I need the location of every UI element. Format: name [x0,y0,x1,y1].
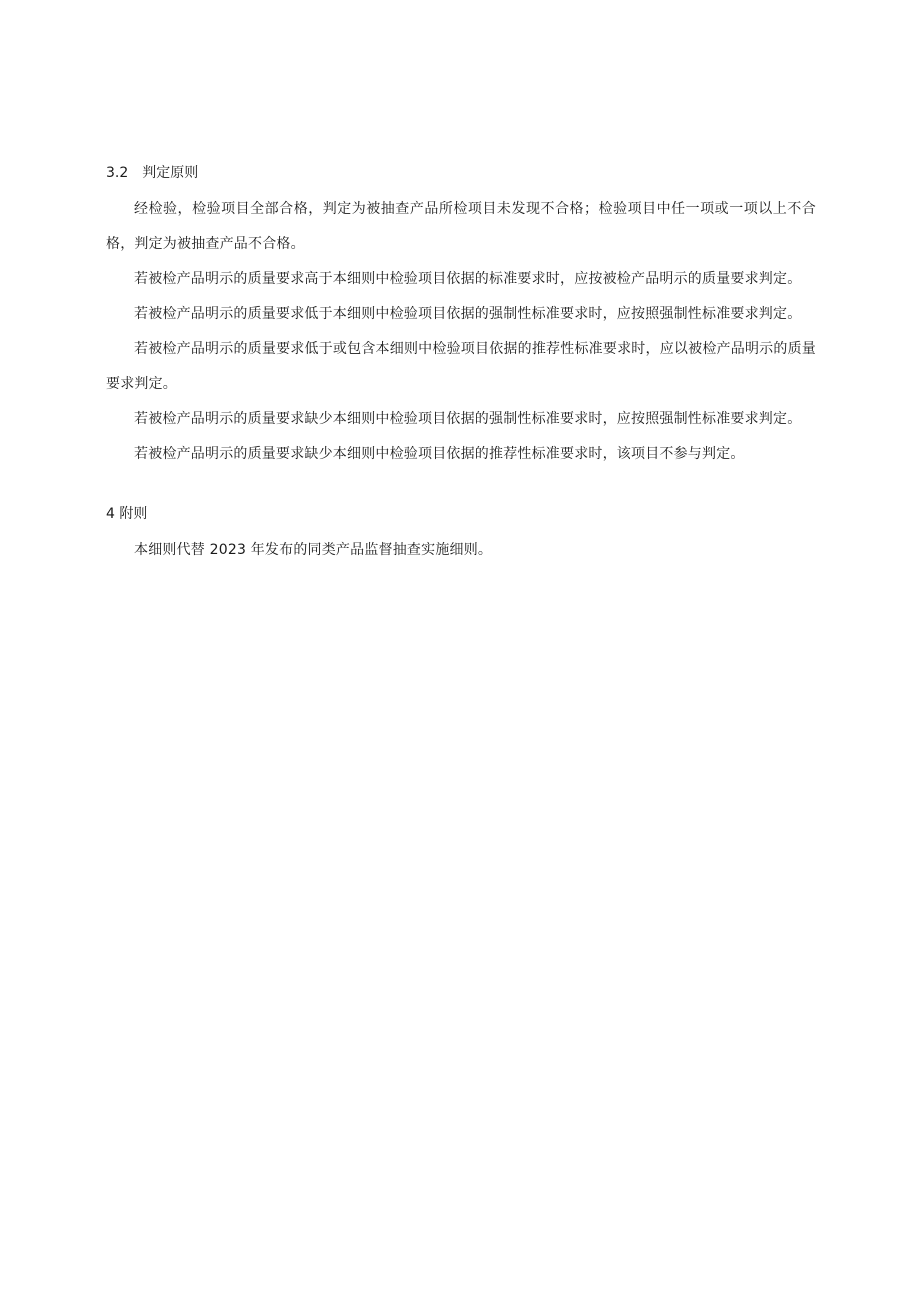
section-3-2-heading [106,160,816,186]
section-4-heading: 4 附则 [106,506,148,522]
paragraph-judgement-6: 若被检产品明示的质量要求缺少本细则中检验项目依据的推荐性标准要求时，该项目不参与判定。 [134,446,745,462]
section-spacer [106,472,816,501]
paragraph-judgement-4: 若被检产品明示的质量要求低于或包含本细则中检验项目依据的推荐性标准要求时，应以被检产品明示的质量要求判定。 [106,341,816,392]
paragraph-judgement-1: 经检验，检验项目全部合格，判定为被抽查产品所检项目未发现不合格；检验项目中任一项或一项以上不合格，判定为被抽查产品不合格。 [106,201,816,252]
paragraph-appendix: 本细则代替 2023 年发布的同类产品监督抽查实施细则。 [134,542,493,558]
paragraph-judgement-3: 若被检产品明示的质量要求低于本细则中检验项目依据的强制性标准要求时，应按照强制性标准要求判定。 [134,306,802,322]
paragraph-judgement-2: 若被检产品明示的质量要求高于本细则中检验项目依据的标准要求时，应按被检产品明示的质量要求判定。 [134,271,802,287]
document-content [106,160,816,568]
section-3-2-number: 3.2 [106,165,129,181]
section-3-2-title: 判定原则 [142,165,199,181]
paragraph-judgement-5: 若被检产品明示的质量要求缺少本细则中检验项目依据的强制性标准要求时，应按照强制性标准要求判定。 [134,411,802,427]
